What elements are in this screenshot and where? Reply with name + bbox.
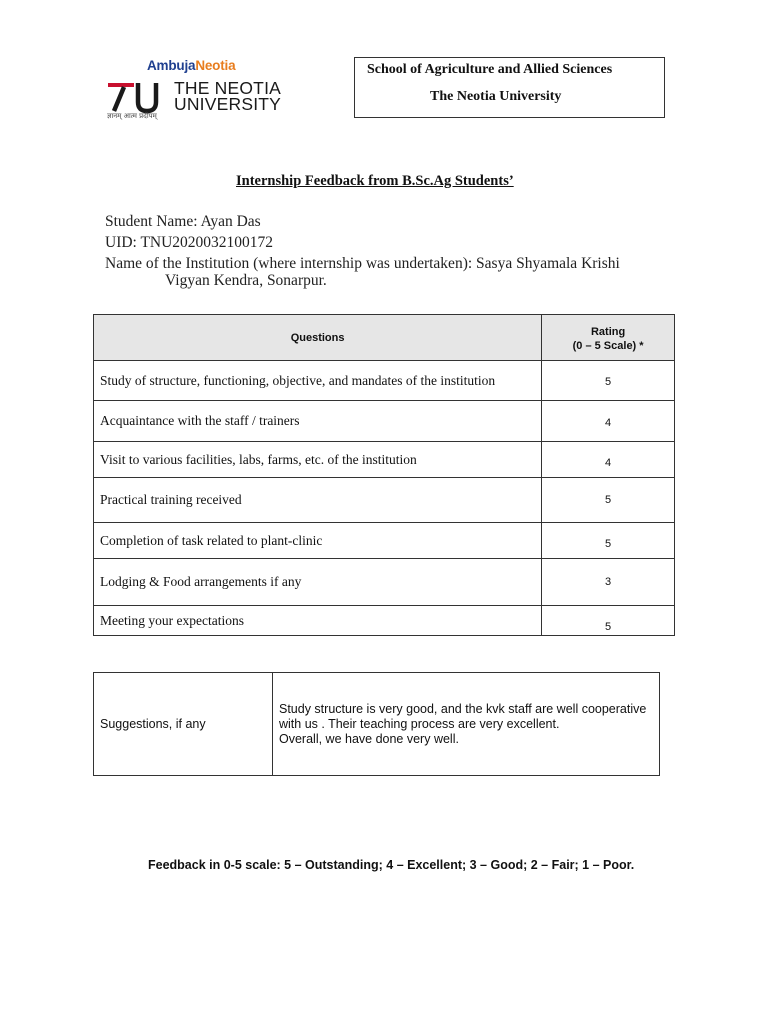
suggestions-row	[94, 673, 660, 776]
suggestions-label: Suggestions, if any	[94, 673, 273, 776]
table-row	[94, 523, 675, 559]
table-row	[94, 478, 675, 523]
scale-legend-note: Feedback in 0-5 scale: 5 – Outstanding; 4 – Excellent; 3 – Good; 2 – Fair; 1 – Poor.	[148, 858, 635, 872]
table-row	[94, 361, 675, 401]
university-name	[174, 80, 281, 112]
institution-name-line2: Vigyan Kendra, Sonarpur.	[165, 272, 327, 289]
university-name-line1: THE NEOTIA	[174, 78, 282, 98]
suggestions-text-line2: with us . Their teaching process are very excellent.	[279, 716, 560, 731]
table-row	[94, 559, 675, 606]
brand-name-part2: Neotia	[195, 58, 236, 73]
table-row	[94, 442, 675, 478]
question-cell: Visit to various facilities, labs, farms, etc. of the institution	[94, 442, 542, 478]
rating-column-header	[542, 315, 675, 361]
rating-header-line1: Rating	[590, 326, 626, 338]
question-cell: Meeting your expectations	[94, 606, 542, 636]
suggestions-text-line3: Overall, we have done very well.	[279, 731, 459, 746]
brand-logo-text	[147, 58, 235, 73]
university-logo-icon	[106, 80, 166, 114]
suggestions-text	[273, 673, 660, 776]
logo-tagline: ज्ञानम् आत्म प्रदीपम्	[107, 112, 157, 120]
rating-cell: 4	[542, 442, 675, 478]
table-row	[94, 606, 675, 636]
document-title: Internship Feedback from B.Sc.Ag Students’	[236, 173, 514, 189]
university-name-line2: UNIVERSITY	[174, 94, 282, 114]
rating-cell: 5	[542, 523, 675, 559]
rating-cell: 5	[542, 478, 675, 523]
ratings-table	[93, 314, 675, 636]
institution-name-line1: Name of the Institution (where internship was undertaken): Sasya Shyamala Krishi	[105, 255, 620, 272]
question-cell: Study of structure, functioning, objective, and mandates of the institution	[94, 361, 542, 401]
question-cell: Practical training received	[94, 478, 542, 523]
rating-cell: 5	[542, 361, 675, 401]
student-uid: UID: TNU2020032100172	[105, 234, 274, 251]
questions-column-header: Questions	[94, 315, 542, 361]
question-cell: Acquaintance with the staff / trainers	[94, 401, 542, 442]
question-cell: Lodging & Food arrangements if any	[94, 559, 542, 606]
school-name: School of Agriculture and Allied Sciences	[367, 62, 613, 77]
ratings-table-header	[94, 315, 675, 361]
rating-header-line2: (0 – 5 Scale) *	[572, 340, 644, 352]
student-name: Student Name: Ayan Das	[105, 213, 261, 230]
rating-cell: 5	[542, 606, 675, 636]
university-title: The Neotia University	[430, 89, 562, 104]
brand-name-part1: Ambuja	[147, 58, 196, 73]
table-row	[94, 401, 675, 442]
rating-cell: 3	[542, 559, 675, 606]
suggestions-text-line1: Study structure is very good, and the kvk staff are well cooperative	[279, 701, 647, 716]
suggestions-table	[93, 672, 660, 776]
rating-cell: 4	[542, 401, 675, 442]
question-cell: Completion of task related to plant-clinic	[94, 523, 542, 559]
